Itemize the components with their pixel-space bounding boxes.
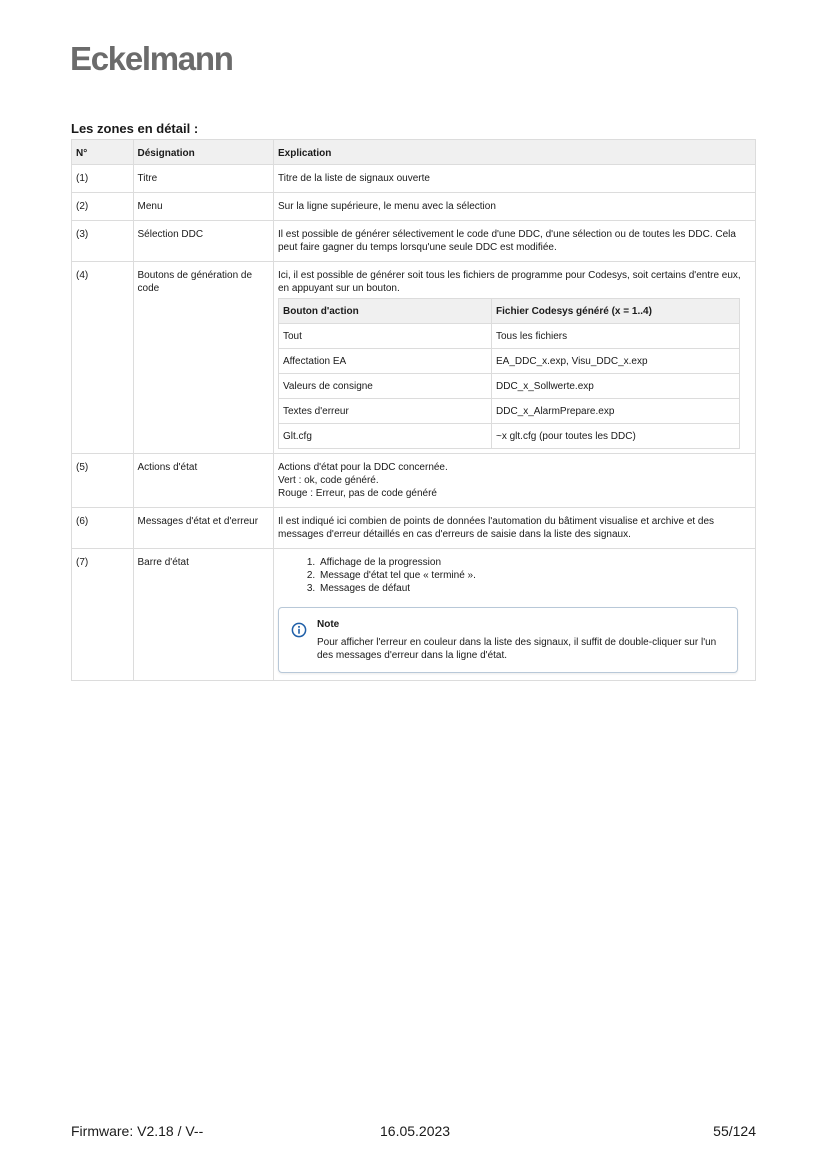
header-number: N° xyxy=(72,140,134,165)
row-number: (5) xyxy=(72,454,134,508)
table-row xyxy=(72,193,756,221)
inner-action: Glt.cfg xyxy=(279,424,492,449)
table-header-row xyxy=(72,140,756,165)
row-explication: Titre de la liste de signaux ouverte xyxy=(274,165,756,193)
inner-row xyxy=(279,324,740,349)
row-designation: Messages d'état et d'erreur xyxy=(133,508,273,549)
codesys-files-table xyxy=(278,298,740,449)
info-icon xyxy=(291,622,307,638)
row-number: (1) xyxy=(72,165,134,193)
inner-row xyxy=(279,399,740,424)
row-designation: Menu xyxy=(133,193,273,221)
table-row xyxy=(72,454,756,508)
inner-row xyxy=(279,424,740,449)
inner-action: Tout xyxy=(279,324,492,349)
status-bar-steps xyxy=(278,556,751,595)
section-title: Les zones en détail : xyxy=(71,121,199,136)
inner-row xyxy=(279,349,740,374)
row-number: (2) xyxy=(72,193,134,221)
table-row xyxy=(72,508,756,549)
row-explication: Il est indiqué ici combien de points de données l'automation du bâtiment visualise et archive et des messages d'erreur détaillés en cas d'erreurs de saisie dans la liste des signaux. xyxy=(274,508,756,549)
row-number: (7) xyxy=(72,549,134,681)
row-designation: Actions d'état xyxy=(133,454,273,508)
inner-file: DDC_x_Sollwerte.exp xyxy=(492,374,740,399)
step-item: 1. Affichage de la progression xyxy=(318,556,751,569)
table-row xyxy=(72,262,756,454)
row-designation: Barre d'état xyxy=(133,549,273,681)
row-number: (4) xyxy=(72,262,134,454)
inner-file: EA_DDC_x.exp, Visu_DDC_x.exp xyxy=(492,349,740,374)
step-item: 2. Message d'état tel que « terminé ». xyxy=(318,569,751,582)
status-line: Rouge : Erreur, pas de code généré xyxy=(278,488,437,499)
table-row xyxy=(72,221,756,262)
zones-table xyxy=(71,139,756,681)
row-explication: Il est possible de générer sélectivement le code d'une DDC, d'une sélection ou de toutes les DDC. Cela peut faire gagner du temps lorsqu'une seule DDC est modifiée. xyxy=(274,221,756,262)
note-content xyxy=(317,618,725,662)
inner-header-file: Fichier Codesys généré (x = 1..4) xyxy=(492,299,740,324)
footer-firmware: Firmware: V2.18 / V-- xyxy=(71,1123,204,1139)
inner-action: Valeurs de consigne xyxy=(279,374,492,399)
header-explication: Explication xyxy=(274,140,756,165)
row-explication xyxy=(274,262,756,454)
row-explication: Sur la ligne supérieure, le menu avec la sélection xyxy=(274,193,756,221)
note-title: Note xyxy=(317,619,340,630)
row-explication-text: Ici, il est possible de générer soit tous les fichiers de programme pour Codesys, soit certains d'entre eux, en appuyant sur un bouton. xyxy=(278,270,741,294)
inner-row xyxy=(279,374,740,399)
table-row xyxy=(72,165,756,193)
inner-file: DDC_x_AlarmPrepare.exp xyxy=(492,399,740,424)
inner-file: ~x glt.cfg (pour toutes les DDC) xyxy=(492,424,740,449)
inner-file: Tous les fichiers xyxy=(492,324,740,349)
header-designation: Désignation xyxy=(133,140,273,165)
footer-date: 16.05.2023 xyxy=(380,1123,451,1139)
row-number: (3) xyxy=(72,221,134,262)
company-logo: Eckelmann xyxy=(70,40,233,77)
status-line: Vert : ok, code généré. xyxy=(278,475,379,486)
row-explication xyxy=(274,549,756,681)
row-designation: Boutons de génération de code xyxy=(133,262,273,454)
status-line: Actions d'état pour la DDC concernée. xyxy=(278,462,448,473)
inner-action: Affectation EA xyxy=(279,349,492,374)
table-row xyxy=(72,549,756,681)
row-explication xyxy=(274,454,756,508)
footer-page-number: 55/124 xyxy=(713,1123,756,1139)
note-box xyxy=(278,607,738,673)
row-number: (6) xyxy=(72,508,134,549)
row-designation: Titre xyxy=(133,165,273,193)
inner-header-action: Bouton d'action xyxy=(279,299,492,324)
inner-header-row xyxy=(279,299,740,324)
step-item: 3. Messages de défaut xyxy=(318,582,751,595)
row-designation: Sélection DDC xyxy=(133,221,273,262)
inner-action: Textes d'erreur xyxy=(279,399,492,424)
note-text: Pour afficher l'erreur en couleur dans la liste des signaux, il suffit de double-cliquer sur l'un des messages d'erreur dans la ligne d'état. xyxy=(317,637,717,661)
